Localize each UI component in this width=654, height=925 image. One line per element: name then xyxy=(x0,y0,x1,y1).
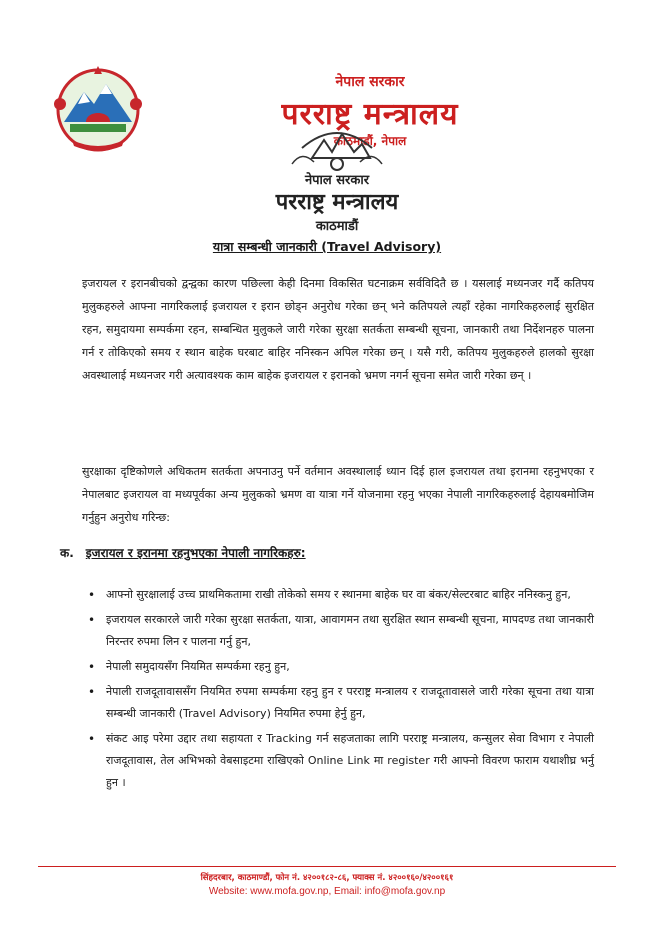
section-heading-text: इजरायल र इरानमा रहनुभएका नेपाली नागरिकहरु: xyxy=(85,546,306,560)
ministry-name: परराष्ट्र मन्त्रालय xyxy=(281,97,459,132)
list-item-text: नेपाली राजदूतावाससँग नियमित रुपमा सम्पर्कमा रहनु हुन र परराष्ट्र मन्त्रालय र राजदूतावासले जारी गरेका सूचना तथा यात्रा सम्बन्धी जानकारी (Travel Advisory) नियमित रुपमा हेर्नु हुन, xyxy=(106,685,594,720)
ministry-city: काठमाडौं, नेपाल xyxy=(333,134,407,148)
nepal-emblem-logo xyxy=(50,64,146,154)
list-item-text: इजरायल सरकारले जारी गरेका सुरक्षा सतर्कता, यात्रा, आवागमन तथा सुरक्षित स्थान सम्बन्धी सूचना, मापदण्ड तथा जानकारी निरन्तर रुपमा लिन र पालना गर्नु हुन, xyxy=(106,613,594,648)
list-item xyxy=(86,656,594,678)
list-item-text: आफ्नो सुरक्षालाई उच्च प्राथमिकतामा राखी तोकेको समय र स्थानमा बाहेक घर वा बंकर/सेल्टरबाट बाहिर ननिस्कनु हुन, xyxy=(106,588,571,601)
list-item-text: नेपाली समुदायसँग नियमित सम्पर्कमा रहनु हुन, xyxy=(106,660,290,673)
list-item xyxy=(86,584,594,606)
section-marker: क. xyxy=(60,546,74,560)
footer-contact: Website: www.mofa.gov.np, Email: info@mofa.gov.np xyxy=(208,886,446,897)
seal-text-ministry: परराष्ट्र मन्त्रालय xyxy=(275,190,399,215)
bullet-icon: • xyxy=(88,732,96,746)
government-name: नेपाल सरकार xyxy=(335,74,405,90)
list-item xyxy=(86,681,594,725)
advisory-list xyxy=(86,584,594,797)
list-item xyxy=(86,728,594,794)
seal-text-city: काठमाडौं xyxy=(315,219,359,234)
document-title: यात्रा सम्बन्धी जानकारी (Travel Advisory) xyxy=(212,239,442,254)
list-item-text: संकट आइ परेमा उद्दार तथा सहायता र Tracking गर्न सहजताका लागि परराष्ट्र मन्त्रालय, कन्सुलर सेवा विभाग र नेपाली राजदूतावास, तेल अभिभको वेबसाइटमा राखिएको Online Link मा register गरी आफ्नो विवरण फाराम यथाशीघ्र भर्नु हुन । xyxy=(106,732,594,789)
section-heading xyxy=(60,544,306,561)
bullet-icon: • xyxy=(88,685,96,699)
bullet-icon: • xyxy=(88,613,96,627)
bullet-icon: • xyxy=(88,588,96,602)
footer-address: सिंहदरबार, काठमाण्डौं, फोन नं. ४२००१८२-८६, फ्याक्स नं. ४२००१६०/४२००१६१ xyxy=(200,873,454,883)
seal-text-government: नेपाल सरकार xyxy=(304,173,370,188)
bullet-icon: • xyxy=(88,660,96,674)
paragraph-intro: इजरायल र इरानबीचको द्वन्द्वका कारण पछिल्ला केही दिनमा विकसित घटनाक्रम सर्वविदितै छ । यसलाई मध्यनजर गर्दै कतिपय मुलुकहरुले आफ्ना नागरिकलाई इजरायल र इरान छोड्न अनुरोध गरेका छन् भने कतिपयले त्यहाँ रहेका नागरिकहरुलाई सुरक्षित रहन, समुदायमा सम्पर्कमा रहन, सम्बन्धित मुलुकले जारी गरेका सुरक्षा सतर्कता सम्बन्धी सूचना, जानकारी तथा निर्देशनहरु पालना गर्न र तोकिएको समय र स्थान बाहेक घरबाट बाहिर ननिस्कन अपिल गरेका छन् । यसै गरी, कतिपय मुलुकहरुले हालको सुरक्षा अवस्थालाई मध्यनजर गरी अत्यावश्यक काम बाहेक इजरायल र इरानको भ्रमण नगर्न सूचना समेत जारी गरेका छन् । xyxy=(82,277,594,382)
footer-divider xyxy=(38,866,616,867)
paragraph-request: सुरक्षाका दृष्टिकोणले अधिकतम सतर्कता अपनाउनु पर्ने वर्तमान अवस्थालाई ध्यान दिई हाल इजरायल तथा इरानमा रहनुभएका र नेपालबाट इजरायल वा मध्यपूर्वका अन्य मुलुकको भ्रमण वा यात्रा गर्ने योजनामा रहनु भएका नेपाली नागरिकहरुलाई देहायबमोजिम गर्नुहुन अनुरोध गरिन्छ: xyxy=(82,465,594,524)
list-item xyxy=(86,609,594,653)
